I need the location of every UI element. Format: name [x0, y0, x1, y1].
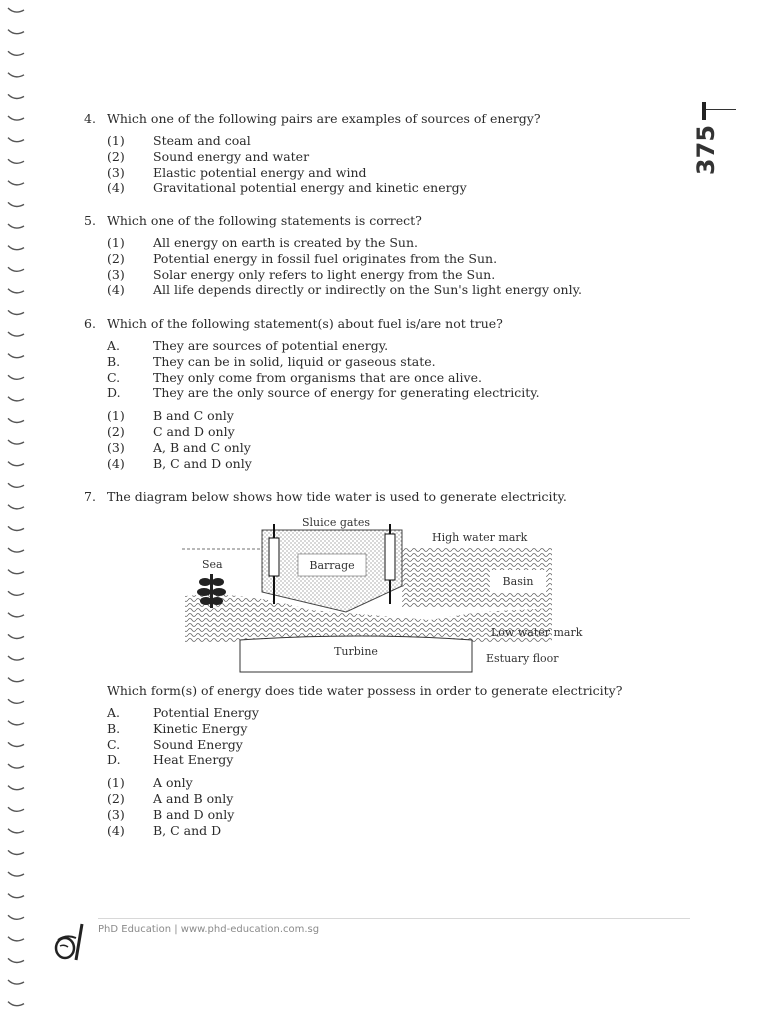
statement-text: They can be in solid, liquid or gaseous state. [153, 353, 436, 369]
statement-text: Sound Energy [153, 736, 243, 752]
question-text: Which of the following statement(s) about fuel is/are not true? [107, 316, 503, 331]
answer-option [0, 165, 680, 181]
question-7 [0, 489, 680, 507]
question-6 [0, 316, 680, 471]
binding-loop [8, 94, 24, 98]
question-5 [0, 213, 680, 298]
phd-logo-icon [52, 920, 88, 962]
option-key: (2) [107, 423, 125, 439]
answer-option [0, 282, 680, 298]
tab-line [706, 109, 736, 110]
statement-key: A. [107, 338, 121, 353]
binding-loop [8, 980, 24, 984]
binding-loop [8, 51, 24, 55]
statement-text: They only come from organisms that are once alive. [153, 369, 482, 385]
statement-text: Potential Energy [153, 705, 259, 720]
answer-option [0, 251, 680, 267]
question-stem [0, 316, 680, 334]
subquestion [0, 683, 680, 701]
option-key: (3) [107, 806, 125, 822]
statement-key: D. [107, 752, 121, 768]
footer-divider [98, 918, 690, 919]
answer-option [0, 775, 680, 791]
sea-label: Sea [202, 558, 223, 571]
option-key: (1) [107, 775, 125, 791]
binding-loop [8, 613, 24, 617]
option-text: B and C only [153, 408, 234, 424]
option-key: (2) [107, 148, 125, 164]
question-text: Which one of the following statements is correct? [107, 213, 422, 228]
question-number: 7. [84, 489, 96, 504]
binding-loop [8, 8, 24, 12]
statement-item [0, 752, 680, 768]
option-text: B and D only [153, 806, 235, 822]
question-number: 6. [84, 316, 96, 331]
option-key: (3) [107, 439, 125, 455]
option-key: (4) [107, 822, 125, 838]
option-key: (2) [107, 250, 125, 266]
sluice-gate-right-frame [385, 534, 395, 580]
binding-loop [8, 310, 24, 314]
answer-option [0, 440, 680, 456]
footer-text: PhD Education | www.phd-education.com.sg [98, 924, 320, 935]
binding-loop [8, 591, 24, 595]
answer-option [0, 807, 680, 823]
statement-key: B. [107, 353, 121, 369]
subquestion-text: Which form(s) of energy does tide water possess in order to generate electricity? [107, 683, 623, 698]
option-text: A only [153, 775, 193, 791]
binding-loop [8, 526, 24, 530]
answer-option [0, 823, 680, 839]
binding-loop [8, 915, 24, 919]
sluice-gate-left-frame [269, 538, 279, 576]
option-key: (4) [107, 180, 125, 196]
answer-option [0, 133, 680, 149]
answer-option [0, 149, 680, 165]
option-text: A, B and C only [153, 439, 251, 455]
high-water-mark-label: High water mark [432, 531, 528, 544]
estuary-floor-label: Estuary floor [486, 652, 559, 665]
question-number: 4. [84, 111, 96, 126]
option-key: (1) [107, 408, 125, 424]
option-text: All energy on earth is created by the Sun. [153, 235, 419, 250]
option-text: Solar energy only refers to light energy from the Sun. [153, 266, 496, 282]
statement-key: D. [107, 385, 121, 401]
option-key: (3) [107, 164, 125, 180]
statement-text: Heat Energy [153, 752, 234, 768]
page-number-tab [688, 102, 738, 182]
statement-text: They are the only source of energy for generating electricity. [153, 385, 540, 401]
question-stem [0, 489, 680, 507]
tidal-barrage-diagram [180, 512, 600, 682]
option-key: (1) [107, 133, 125, 148]
option-text: Sound energy and water [153, 148, 310, 164]
binding-loop [8, 850, 24, 854]
option-text: Elastic potential energy and wind [153, 164, 367, 180]
option-key: (1) [107, 235, 125, 250]
binding-loop [8, 937, 24, 941]
statement-item [0, 354, 680, 370]
option-text: A and B only [153, 790, 234, 806]
binding-loop [8, 656, 24, 660]
answer-option [0, 408, 680, 424]
option-text: C and D only [153, 423, 235, 439]
option-key: (3) [107, 266, 125, 282]
binding-loop [8, 30, 24, 34]
binding-loop [8, 1002, 24, 1006]
plant-icon [197, 574, 226, 608]
option-text: All life depends directly or indirectly on the Sun's light energy only. [153, 282, 582, 298]
question-stem [0, 111, 680, 129]
statement-text: They are sources of potential energy. [153, 338, 389, 353]
binding-loop [8, 570, 24, 574]
answer-option [0, 456, 680, 472]
option-key: (4) [107, 455, 125, 471]
binding-loop [8, 872, 24, 876]
tab-marker [702, 102, 706, 120]
statement-item [0, 737, 680, 753]
question-text: Which one of the following pairs are examples of sources of energy? [107, 111, 541, 126]
statement-key: C. [107, 736, 121, 752]
option-text: Potential energy in fossil fuel originates from the Sun. [153, 250, 498, 266]
answer-option [0, 180, 680, 196]
answer-option [0, 267, 680, 283]
statement-item [0, 705, 680, 721]
binding-loop [8, 548, 24, 552]
option-text: Gravitational potential energy and kinetic energy [153, 180, 467, 196]
question-stem [0, 213, 680, 231]
statement-key: C. [107, 369, 121, 385]
option-text: Steam and coal [153, 133, 251, 148]
answer-option [0, 235, 680, 251]
binding-loop [8, 483, 24, 487]
question-text: The diagram below shows how tide water is used to generate electricity. [107, 489, 567, 504]
question-number: 5. [84, 213, 96, 228]
binding-loop [8, 202, 24, 206]
statement-item [0, 370, 680, 386]
binding-loop [8, 894, 24, 898]
page-number: 375 [692, 124, 720, 176]
binding-loop [8, 73, 24, 77]
binding-loop [8, 958, 24, 962]
answer-option [0, 791, 680, 807]
statement-item [0, 385, 680, 401]
question-4 [0, 111, 680, 196]
statement-key: B. [107, 720, 121, 736]
option-key: (4) [107, 282, 125, 298]
question-7-body [0, 683, 680, 838]
option-text: B, C and D [153, 822, 222, 838]
sluice-gates-label: Sluice gates [302, 516, 370, 529]
option-text: B, C and D only [153, 455, 252, 471]
answer-option [0, 424, 680, 440]
statement-item [0, 721, 680, 737]
turbine-label: Turbine [334, 645, 378, 658]
statement-item [0, 338, 680, 354]
statement-key: A. [107, 705, 121, 720]
binding-loop [8, 634, 24, 638]
barrage-label: Barrage [309, 559, 355, 572]
basin-label: Basin [502, 575, 534, 588]
statement-text: Kinetic Energy [153, 720, 248, 736]
low-water-mark-label: Low water mark [491, 626, 583, 639]
binding-loop [8, 678, 24, 682]
option-key: (2) [107, 790, 125, 806]
